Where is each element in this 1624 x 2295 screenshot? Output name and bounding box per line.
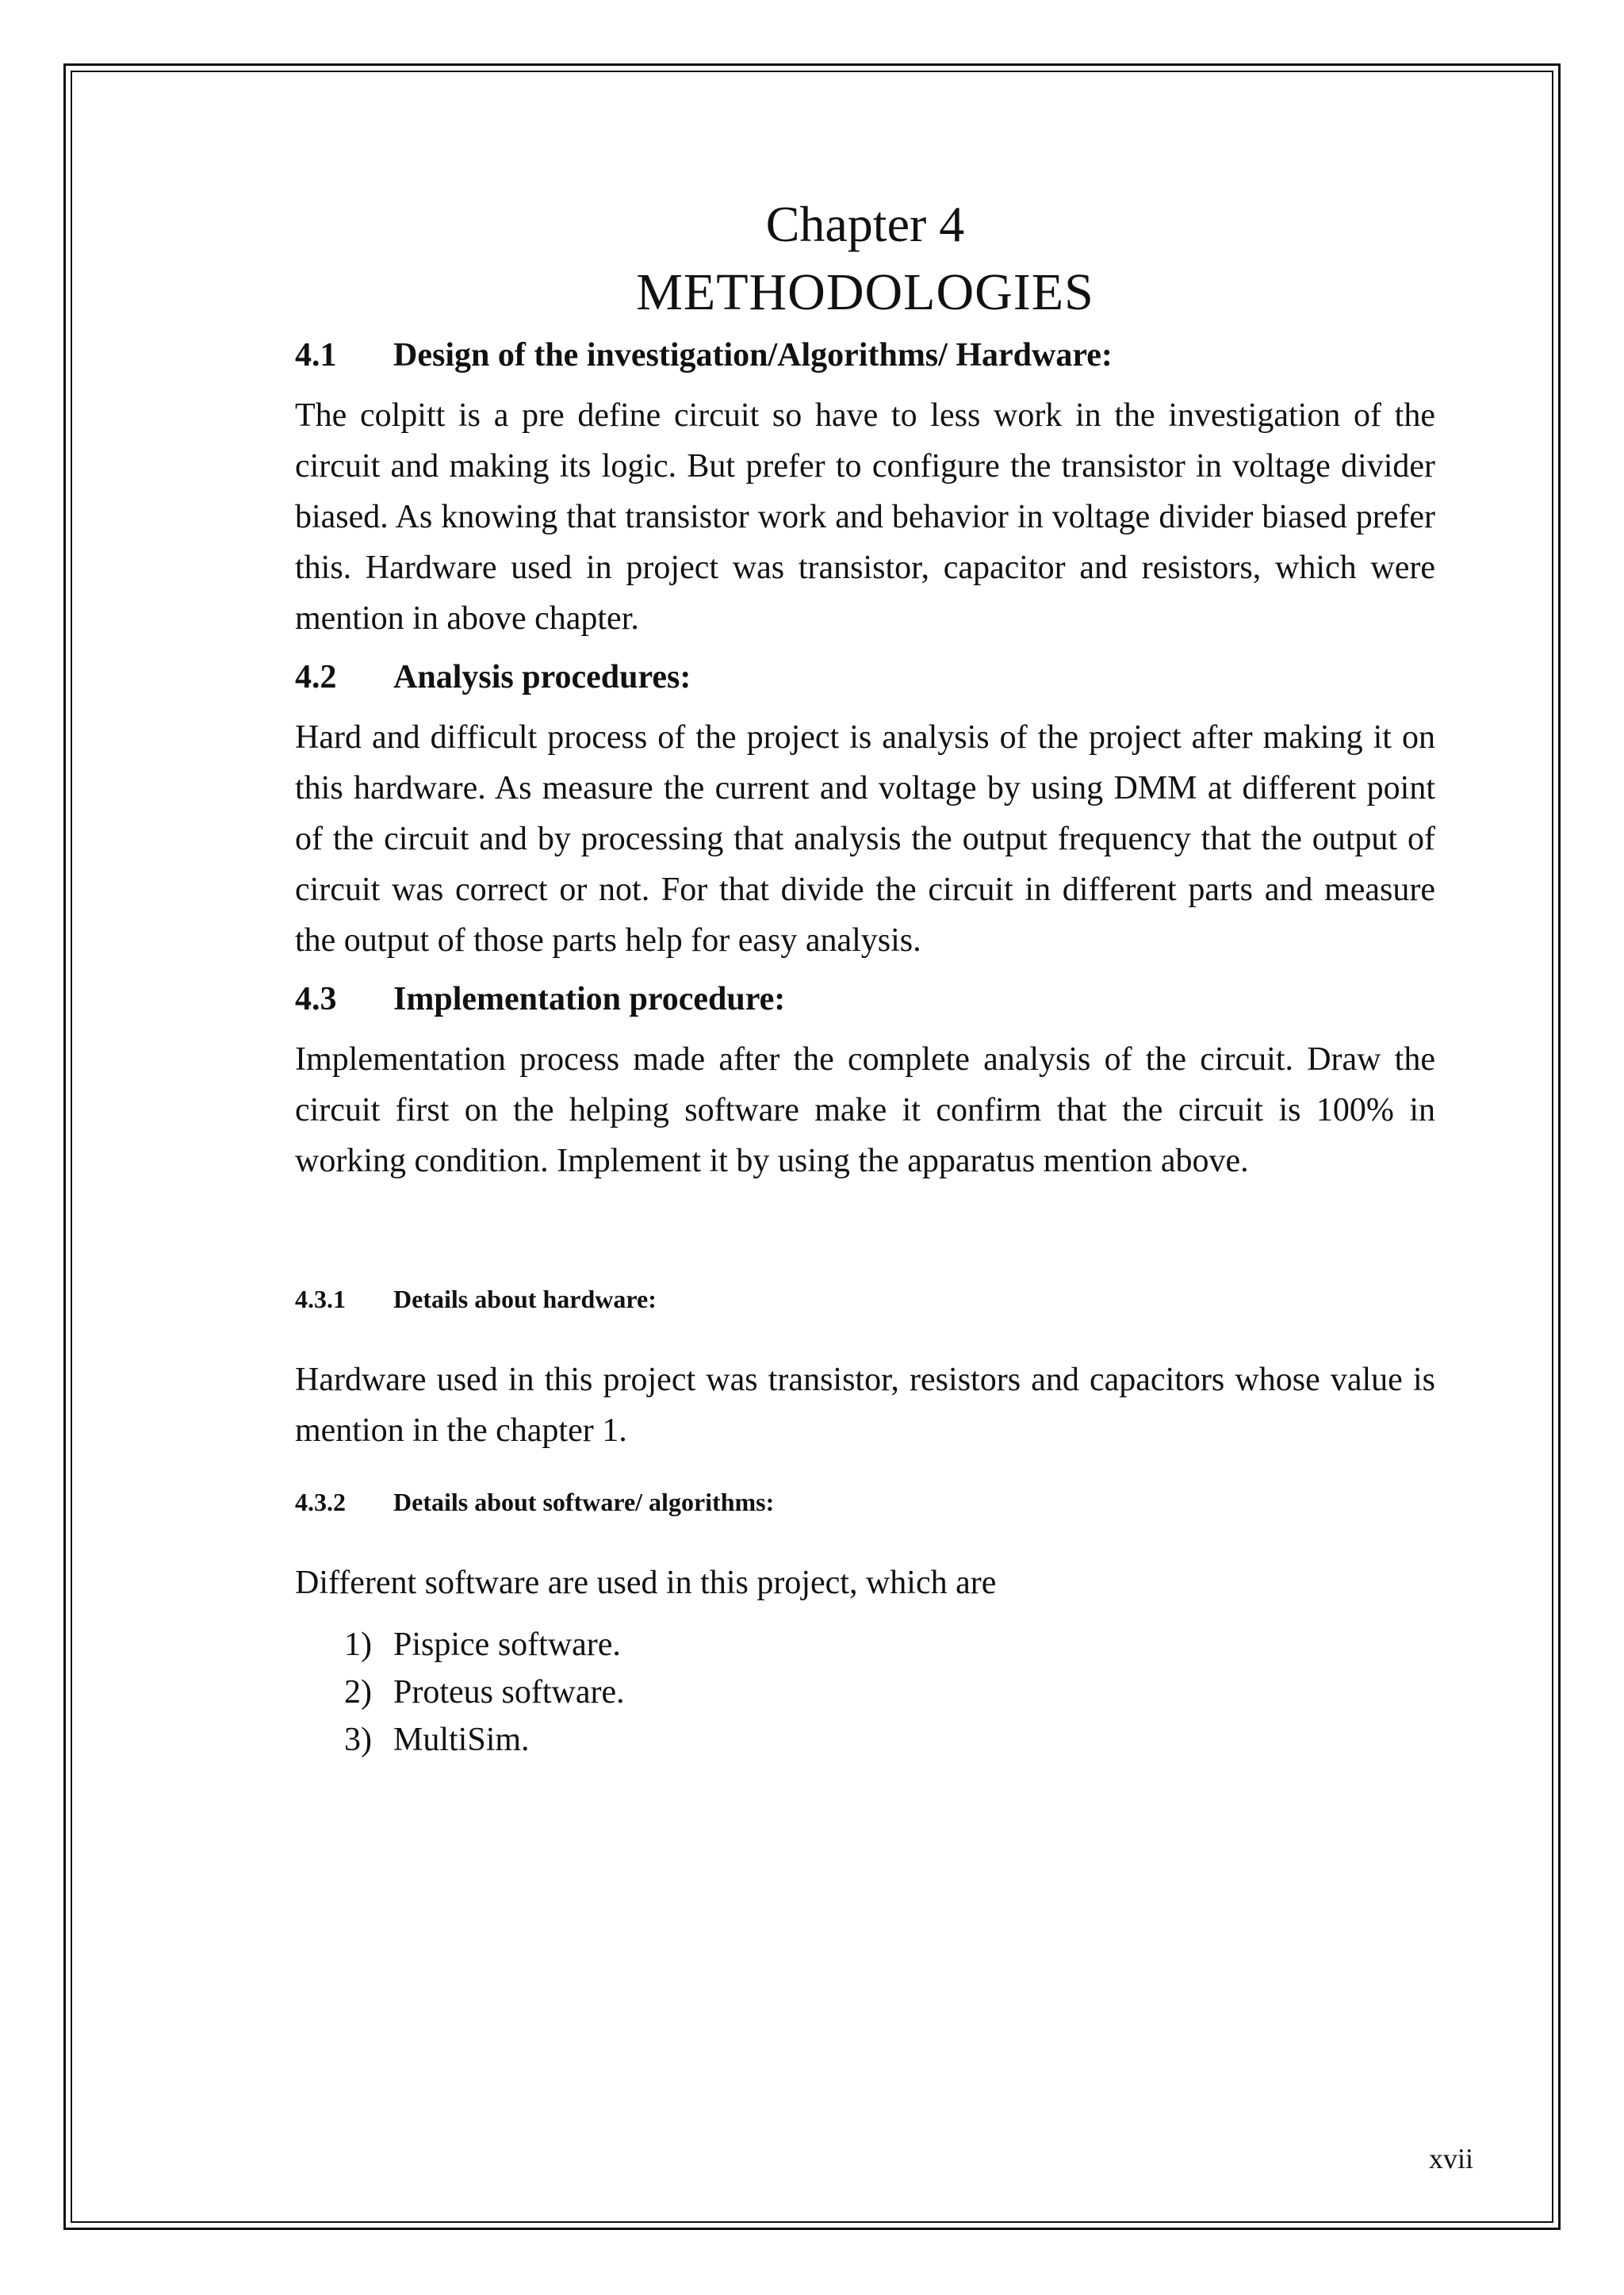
subsection-heading-4-3-2 (295, 1485, 1435, 1519)
subsection-title: Details about hardware: (393, 1285, 657, 1313)
software-list (344, 1621, 1435, 1764)
section-body-4-1: The colpitt is a pre define circuit so have to less work in the investigation of the circuit and making its logic. But prefer to configure the transistor in voltage divider biased. As knowing that transistor work and behavior in voltage divider biased prefer this. Hardware used in project was transistor, capacitor and resistors, which were mention in above chapter. (295, 397, 1435, 637)
subsection-title: Details about software/ algorithms: (393, 1488, 775, 1516)
section-heading-4-3 (295, 977, 1435, 1021)
section-title: Implementation procedure: (393, 981, 786, 1017)
chapter-subtitle: METHODOLOGIES (636, 263, 1094, 321)
list-item (344, 1716, 1435, 1764)
subsection-number: 4.3.1 (295, 1285, 346, 1313)
subsection-heading-4-3-1 (295, 1282, 1435, 1316)
chapter-title: Chapter 4 (765, 196, 965, 252)
list-item (344, 1621, 1435, 1669)
section-number: 4.2 (295, 659, 337, 695)
page-number: xvii (1428, 2143, 1473, 2174)
section-heading-4-1 (295, 333, 1435, 377)
list-item-text: Pispice software. (393, 1626, 621, 1663)
list-item-text: MultiSim. (393, 1722, 530, 1758)
list-marker: 3) (344, 1722, 372, 1758)
section-title: Design of the investigation/Algorithms/ Hardware: (393, 337, 1113, 374)
list-item-text: Proteus software. (393, 1674, 625, 1711)
page-content (295, 190, 1435, 1764)
section-number: 4.3 (295, 981, 337, 1017)
section-title: Analysis procedures: (393, 659, 691, 695)
subsection-body-4-3-1: Hardware used in this project was transistor, resistors and capacitors whose value is mention in the chapter 1. (295, 1362, 1435, 1449)
subsection-body-4-3-2: Different software are used in this project, which are (295, 1565, 997, 1601)
section-body-4-3: Implementation process made after the complete analysis of the circuit. Draw the circuit first on the helping software make it confirm that the circuit is 100% in working condition. Implement it by using the apparatus mention above. (295, 1041, 1435, 1179)
section-heading-4-2 (295, 655, 1435, 699)
section-body-4-2: Hard and difficult process of the project is analysis of the project after making it on this hardware. As measure the current and voltage by using DMM at different point of the circuit and by processing that analysis the output frequency that the output of circuit was correct or not. For that divide the circuit in different parts and measure the output of those parts help for easy analysis. (295, 719, 1435, 959)
section-number: 4.1 (295, 337, 337, 374)
list-item (344, 1669, 1435, 1716)
list-marker: 1) (344, 1626, 372, 1663)
subsection-number: 4.3.2 (295, 1488, 346, 1516)
list-marker: 2) (344, 1674, 372, 1711)
